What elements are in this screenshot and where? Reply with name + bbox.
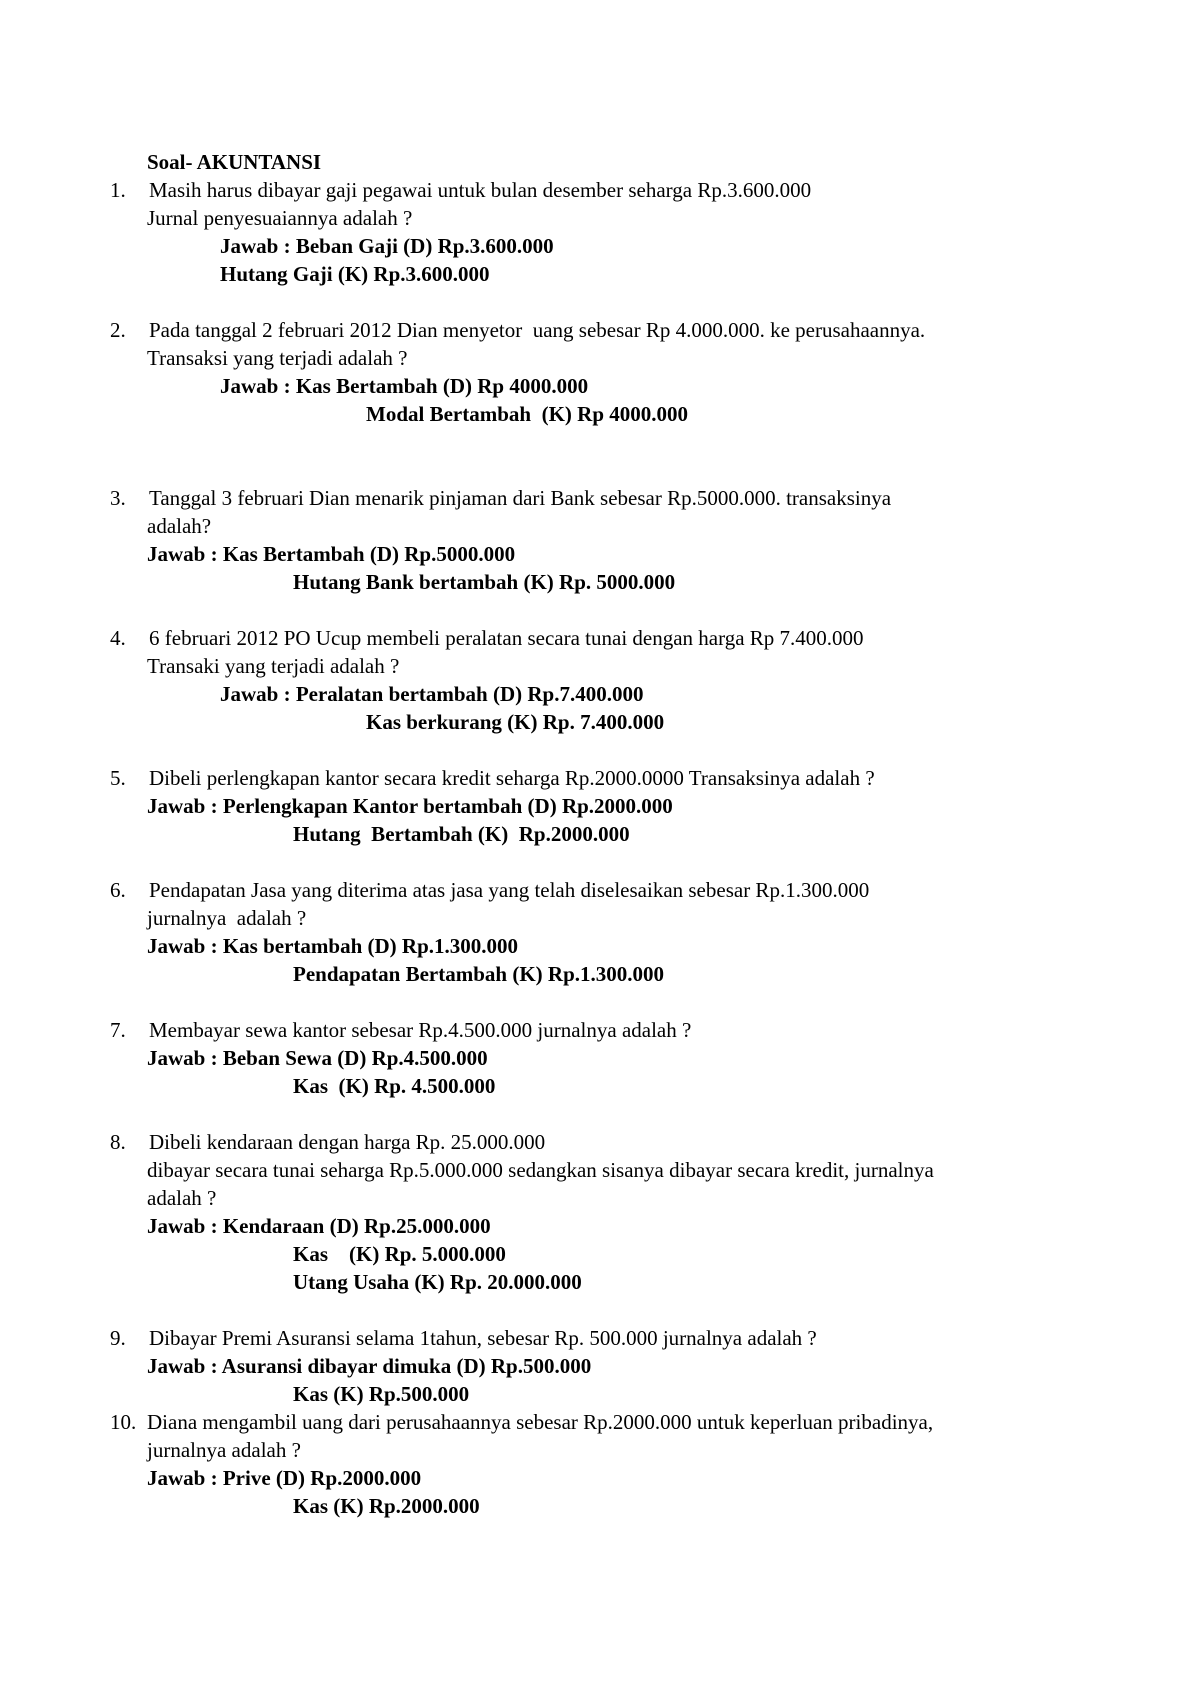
answer-line: Hutang Gaji (K) Rp.3.600.000 (220, 262, 490, 286)
item-number: 8. (110, 1130, 126, 1154)
item-number: 10. (110, 1410, 137, 1434)
answer-line: Utang Usaha (K) Rp. 20.000.000 (293, 1270, 582, 1294)
question-line: adalah ? (147, 1186, 217, 1210)
item-number: 3. (110, 486, 126, 510)
answer-line: Jawab : Asuransi dibayar dimuka (D) Rp.500.000 (147, 1354, 592, 1378)
answer-line: Hutang Bertambah (K) Rp.2000.000 (293, 822, 630, 846)
question-line: jurnalnya adalah ? (147, 906, 307, 930)
answer-line: Jawab : Kas Bertambah (D) Rp 4000.000 (220, 374, 589, 398)
question-line: Dibeli perlengkapan kantor secara kredit seharga Rp.2000.0000 Transaksinya adalah ? (149, 766, 875, 790)
question-line: adalah? (147, 514, 212, 538)
item-number: 9. (110, 1326, 126, 1350)
question-line: Masih harus dibayar gaji pegawai untuk bulan desember seharga Rp.3.600.000 (149, 178, 812, 202)
question-line: Tanggal 3 februari Dian menarik pinjaman dari Bank sebesar Rp.5000.000. transaksinya (149, 486, 892, 510)
answer-line: Jawab : Kendaraan (D) Rp.25.000.000 (147, 1214, 491, 1238)
answer-line: Jawab : Peralatan bertambah (D) Rp.7.400.000 (220, 682, 644, 706)
item-number: 6. (110, 878, 126, 902)
answer-line: Kas (K) Rp.2000.000 (293, 1494, 480, 1518)
answer-line: Kas berkurang (K) Rp. 7.400.000 (366, 710, 665, 734)
answer-line: Kas (K) Rp.500.000 (293, 1382, 470, 1406)
question-line: Transaksi yang terjadi adalah ? (147, 346, 408, 370)
answer-line: Jawab : Kas Bertambah (D) Rp.5000.000 (147, 542, 516, 566)
item-number: 5. (110, 766, 126, 790)
question-line: Pendapatan Jasa yang diterima atas jasa yang telah diselesaikan sebesar Rp.1.300.000 (149, 878, 870, 902)
item-number: 7. (110, 1018, 126, 1042)
question-line: jurnalnya adalah ? (147, 1438, 301, 1462)
question-line: dibayar secara tunai seharga Rp.5.000.000 sedangkan sisanya dibayar secara kredit, jurnalnya (147, 1158, 934, 1182)
question-line: Membayar sewa kantor sebesar Rp.4.500.000 jurnalnya adalah ? (149, 1018, 692, 1042)
question-line: Dibayar Premi Asuransi selama 1tahun, sebesar Rp. 500.000 jurnalnya adalah ? (149, 1326, 817, 1350)
answer-line: Hutang Bank bertambah (K) Rp. 5000.000 (293, 570, 676, 594)
document-title: Soal- AKUNTANSI (147, 150, 322, 174)
answer-line: Kas (K) Rp. 4.500.000 (293, 1074, 496, 1098)
item-number: 4. (110, 626, 126, 650)
answer-line: Jawab : Beban Gaji (D) Rp.3.600.000 (220, 234, 554, 258)
item-number: 2. (110, 318, 126, 342)
answer-line: Kas (K) Rp. 5.000.000 (293, 1242, 506, 1266)
question-line: Dibeli kendaraan dengan harga Rp. 25.000.000 (149, 1130, 546, 1154)
answer-line: Modal Bertambah (K) Rp 4000.000 (366, 402, 688, 426)
question-line: Jurnal penyesuaiannya adalah ? (147, 206, 413, 230)
question-line: Pada tanggal 2 februari 2012 Dian menyetor uang sebesar Rp 4.000.000. ke perusahaannya. (149, 318, 926, 342)
answer-line: Jawab : Perlengkapan Kantor bertambah (D) Rp.2000.000 (147, 794, 673, 818)
question-line: Transaki yang terjadi adalah ? (147, 654, 400, 678)
answer-line: Jawab : Prive (D) Rp.2000.000 (147, 1466, 422, 1490)
answer-line: Pendapatan Bertambah (K) Rp.1.300.000 (293, 962, 665, 986)
question-line: Diana mengambil uang dari perusahaannya sebesar Rp.2000.000 untuk keperluan pribadinya, (147, 1410, 934, 1434)
question-line: 6 februari 2012 PO Ucup membeli peralatan secara tunai dengan harga Rp 7.400.000 (149, 626, 864, 650)
answer-line: Jawab : Kas bertambah (D) Rp.1.300.000 (147, 934, 519, 958)
answer-line: Jawab : Beban Sewa (D) Rp.4.500.000 (147, 1046, 488, 1070)
item-number: 1. (110, 178, 126, 202)
